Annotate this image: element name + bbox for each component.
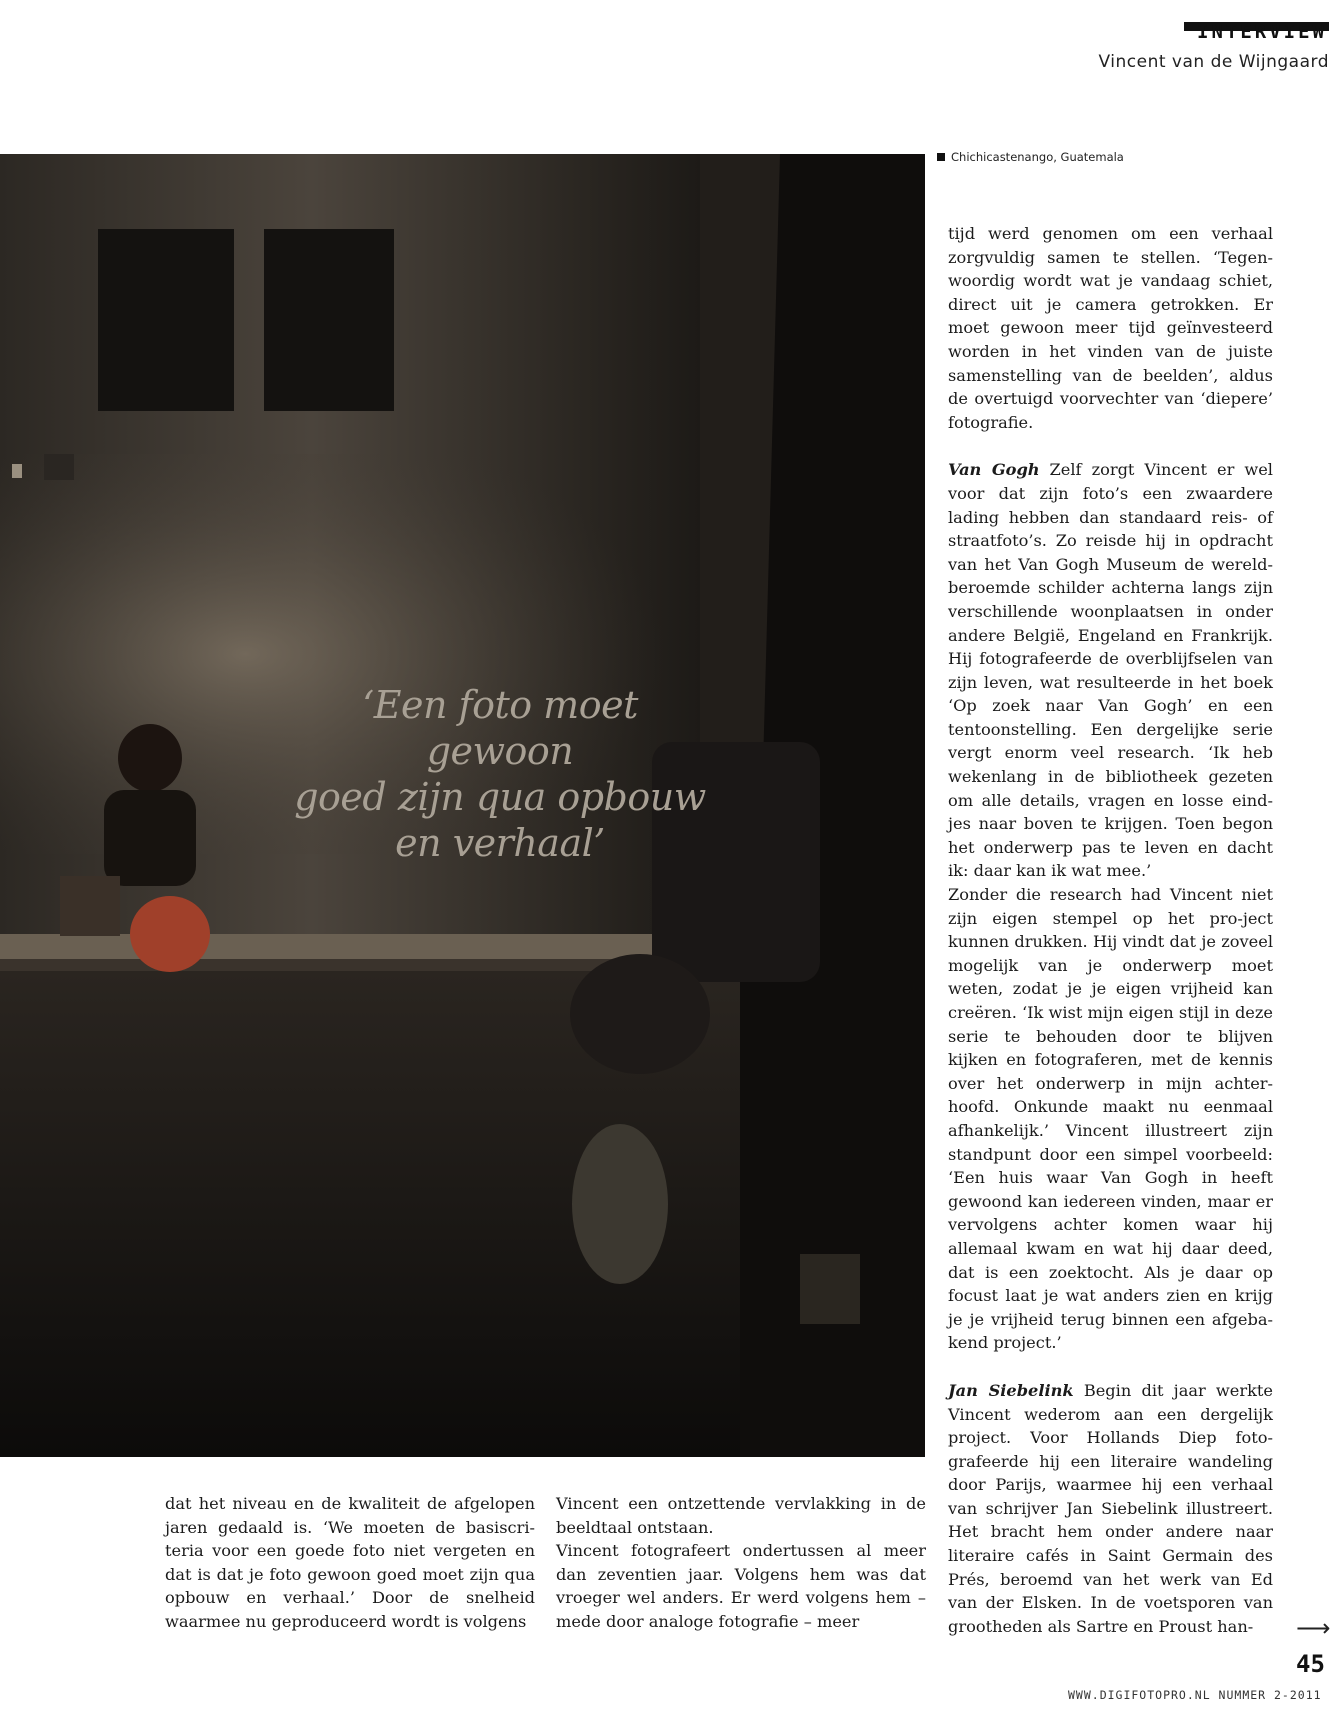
- continue-arrow-icon: ⟶: [1296, 1614, 1331, 1642]
- page-number: 45: [1296, 1650, 1325, 1678]
- footer-url: WWW.DIGIFOTOPRO.NL NUMMER 2-2011: [1068, 1688, 1322, 1702]
- paragraph: [948, 458, 1273, 883]
- pull-quote-line: ‘Een foto moet gewoon: [362, 683, 638, 773]
- caption-text: Chichicastenango, Guatemala: [951, 150, 1124, 164]
- paragraph: [948, 1379, 1273, 1639]
- pull-quote-line: goed zijn qua opbouw: [294, 775, 706, 819]
- section-label: INTERVIEW: [1197, 21, 1327, 43]
- paragraph: Vincent een ontzettende vervlakking in de beeldtaal ontstaan.: [556, 1494, 926, 1537]
- paragraph-text: Zelf zorgt Vincent er wel voor dat zijn foto’s een zwaardere lading hebben dan standaard reis- of straatfoto’s. Zo reisde hij in opdracht van het Van Gogh Museum de wereld-beroemde schilder achterna langs zijn verschillende woonplaatsen in onder andere België, Engeland en Frankrijk. Hij fotografeerde de overblijfselen van zijn leven, wat resulteerde in het boek ‘Op zoek naar Van Gogh’ en een tentoonstelling. Een dergelijke serie vergt enorm veel research. ‘Ik heb wekenlang in de bibliotheek gezeten om alle details, vragen en losse eind-jes naar boven te krijgen. Toen begon het onderwerp pas te leven en dacht ik: daar kan ik wat mee.’: [948, 460, 1273, 881]
- paragraph-text: Begin dit jaar werkte Vincent wederom aan een dergelijk project. Voor Hollands Diep foto-grafeerde hij een literaire wandeling door Parijs, waarmee hij een verhaal van schrijver Jan Siebelink illustreert. Het bracht hem onder andere naar literaire cafés in Saint Germain des Prés, beroemd van het werk van Ed van der Elsken. In de voetsporen van grootheden als Sartre en Proust han-: [948, 1380, 1273, 1636]
- subheading: Jan Siebelink: [948, 1380, 1074, 1400]
- caption-square-icon: [937, 153, 945, 161]
- pull-quote-line: en verhaal’: [395, 821, 605, 865]
- pull-quote: [290, 682, 710, 866]
- paragraph: Vincent fotografeert ondertussen al meer dan zeventien jaar. Volgens hem was dat vroeger wel anders. Er werd volgens hem – mede door analoge fotografie – meer: [556, 1541, 926, 1631]
- article-column-right: [948, 222, 1273, 1638]
- author-name: Vincent van de Wijngaard: [1098, 52, 1329, 72]
- article-column-bottom-middle: [556, 1492, 926, 1634]
- feature-photo: [0, 154, 925, 1457]
- paragraph: dat het niveau en de kwaliteit de afgelopen jaren gedaald is. ‘We moeten de basiscri-teria voor een goede foto niet vergeten en dat is dat je foto gewoon goed moet zijn qua opbouw en verhaal.’ Door de snelheid waarmee nu geproduceerd wordt is volgens: [165, 1494, 535, 1631]
- photo-caption: [937, 150, 1124, 164]
- paragraph: tijd werd genomen om een verhaal zorgvuldig samen te stellen. ‘Tegen-woordig wordt wat je vandaag schiet, direct uit je camera getrokken. Er moet gewoon meer tijd geïnvesteerd worden in het vinden van de juiste samenstelling van de beelden’, aldus de overtuigd voorvechter van ‘diepere’ fotografie.: [948, 224, 1273, 432]
- paragraph: Zonder die research had Vincent niet zijn eigen stempel op het pro-ject kunnen drukken. Hij vindt dat je zoveel mogelijk van je onderwerp moet weten, zodat je je eigen vrijheid kan creëren. ‘Ik wist mijn eigen stijl in deze serie te behouden door te blijven kijken en fotograferen, met de kennis over het onderwerp in mijn achter-hoofd. Onkunde maakt nu eenmaal afhankelijk.’ Vincent illustreert zijn standpunt door een simpel voorbeeld: ‘Een huis waar Van Gogh in heeft gewoond kan iedereen vinden, maar er vervolgens achter komen waar hij allemaal kwam en wat hij daar deed, dat is een zoektocht. Als je daar op focust laat je wat anders zien en krijg je je vrijheid terug binnen een afgeba-kend project.’: [948, 885, 1273, 1353]
- subheading: Van Gogh: [948, 460, 1040, 480]
- article-column-bottom-left: [165, 1492, 535, 1634]
